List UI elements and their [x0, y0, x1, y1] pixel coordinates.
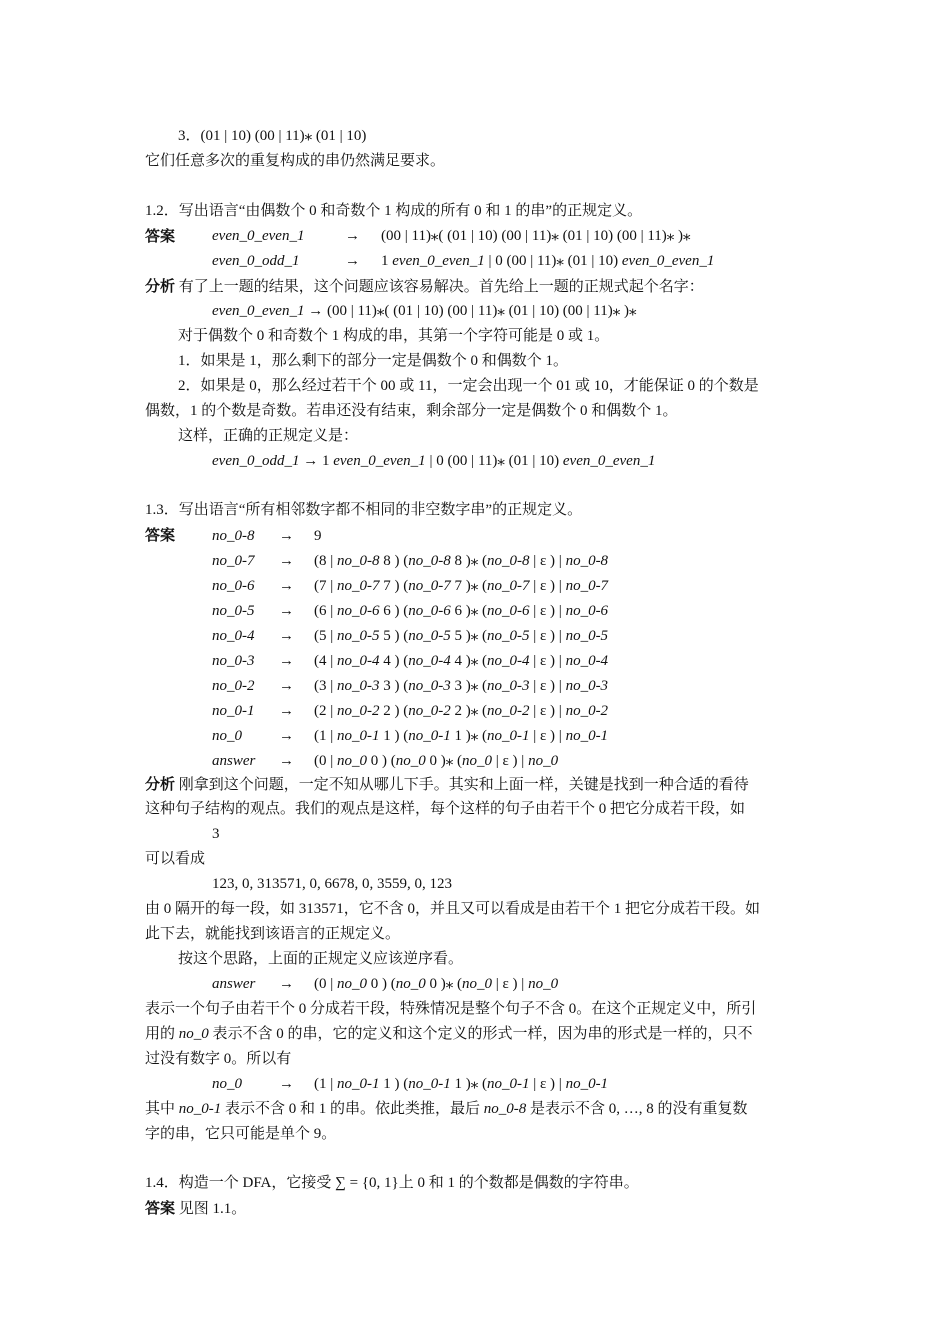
q13-answer-rule-repeat: answer → (0 | no_0 0 ) (no_0 0 )⁎ (no_0 | ε ) | no_0 — [212, 976, 559, 992]
q13-answer-label: 答案 — [145, 526, 176, 544]
q13-analysis-9: 表示一个句子由若干个 0 分成若干段，特殊情况是整个句子不含 0。在这个正规定义中，所引 — [145, 1001, 757, 1017]
answer-label: 答案 — [145, 227, 176, 245]
rule-name: no_0-2 — [212, 678, 255, 694]
rule-arrow: → — [279, 728, 294, 744]
rule-name: no_0-4 — [212, 628, 255, 644]
rule-name: no_0-3 — [212, 653, 255, 669]
def-rhs: 1 even_0_even_1 | 0 (00 | 11)⁎ (01 | 10) even_0_even_1 — [381, 253, 715, 269]
regular-definition-rule — [0, 701, 900, 721]
analysis-text: 有了上一题的结果，这个问题应该容易解决。首先给上一题的正规式起个名字： — [178, 279, 704, 295]
q13-analysis-2: 这种句子结构的观点。我们的观点是这样，每个这样的句子由若干个 0 把它分成若干段，如 — [145, 801, 746, 817]
q13-analysis-11: 过没有数字 0。所以有 — [145, 1051, 292, 1067]
rule-arrow: → — [279, 653, 294, 669]
rule-rhs: 9 — [314, 528, 322, 544]
q12-para-3b: 偶数，1 的个数是奇数。若串还没有结束，剩余部分一定是偶数个 0 和偶数个 1。 — [145, 403, 678, 419]
q12-answer-def1 — [145, 226, 845, 246]
rule-name: answer — [212, 753, 256, 769]
regular-definition-rule — [0, 576, 900, 596]
def-rhs: (00 | 11)⁎( (01 | 10) (00 | 11)⁎ (01 | 10) (00 | 11)⁎ )⁎ — [381, 228, 691, 244]
def-arrow: → — [345, 253, 360, 269]
q12-para-1: 对于偶数个 0 和奇数个 1 构成的串，其第一个字符可能是 0 或 1。 — [178, 328, 610, 344]
item-3-regex: 3．(01 | 10) (00 | 11)⁎ (01 | 10) — [178, 128, 367, 144]
rule-arrow: → — [279, 678, 294, 694]
rule-rhs: (7 | no_0-7 7 ) (no_0-7 7 )⁎ (no_0-7 | ε ) | no_0-7 — [314, 578, 609, 594]
q12-para-3a: 2．如果是 0，那么经过若干个 00 或 11，一定会出现一个 01 或 10，才能保证 0 的个数是 — [178, 378, 759, 394]
q13-title: 1.3．写出语言“所有相邻数字都不相同的非空数字串”的正规定义。 — [145, 502, 583, 518]
regular-definition-rule — [0, 751, 900, 771]
q13-analysis-4: 可以看成 — [145, 851, 206, 867]
rule-rhs: (3 | no_0-3 3 ) (no_0-3 3 )⁎ (no_0-3 | ε ) | no_0-3 — [314, 678, 609, 694]
rule-arrow: → — [279, 703, 294, 719]
rule-name: no_0 — [212, 728, 242, 744]
q13-example-digit: 3 — [212, 826, 220, 842]
q13-analysis-12: 其中 no_0-1 表示不含 0 和 1 的串。依此类推，最后 no_0-8 是表示不含 0, …, 8 的没有重复数 — [145, 1101, 748, 1117]
regular-definition-rule — [0, 626, 900, 646]
regular-definition-rule — [0, 601, 900, 621]
q13-analysis-7: 此下去，就能找到该语言的正规定义。 — [145, 926, 401, 942]
rule-arrow: → — [279, 628, 294, 644]
rule-rhs: (1 | no_0-1 1 ) (no_0-1 1 )⁎ (no_0-1 | ε ) | no_0-1 — [314, 728, 609, 744]
rule-rhs: (6 | no_0-6 6 ) (no_0-6 6 )⁎ (no_0-6 | ε ) | no_0-6 — [314, 603, 609, 619]
rule-rhs: (8 | no_0-8 8 ) (no_0-8 8 )⁎ (no_0-8 | ε ) | no_0-8 — [314, 553, 609, 569]
q12-def2 — [145, 251, 845, 271]
item-3-note: 它们任意多次的重复构成的串仍然满足要求。 — [145, 153, 446, 169]
regular-definition-rule — [0, 526, 900, 546]
q13-no0-rule-repeat: no_0 → (1 | no_0-1 1 ) (no_0-1 1 )⁎ (no_0-1 | ε ) | no_0-1 — [212, 1076, 609, 1092]
regular-definition-rule — [0, 551, 900, 571]
def-name: even_0_even_1 — [212, 228, 305, 244]
q12-analysis — [145, 276, 704, 297]
q13-analysis-13: 字的串，它只可能是单个 9。 — [145, 1126, 337, 1142]
regular-definition-rule — [0, 676, 900, 696]
rule-rhs: (0 | no_0 0 ) (no_0 0 )⁎ (no_0 | ε ) | no_0 — [314, 753, 559, 769]
analysis-label: 分析 — [145, 775, 176, 793]
q13-example-split: 123, 0, 313571, 0, 6678, 0, 3559, 0, 123 — [212, 876, 452, 892]
rule-arrow: → — [279, 753, 294, 769]
rule-arrow: → — [279, 553, 294, 569]
answer-label: 答案 — [145, 1199, 176, 1217]
rule-arrow: → — [279, 603, 294, 619]
analysis-label: 分析 — [145, 277, 176, 295]
q12-final-definition: even_0_odd_1 → 1 even_0_even_1 | 0 (00 | 11)⁎ (01 | 10) even_0_even_1 — [212, 453, 656, 469]
rule-rhs: (2 | no_0-2 2 ) (no_0-2 2 )⁎ (no_0-2 | ε ) | no_0-2 — [314, 703, 609, 719]
q12-title: 1.2．写出语言“由偶数个 0 和奇数个 1 构成的所有 0 和 1 的串”的正规定义。 — [145, 203, 643, 219]
q13-analysis-6: 由 0 隔开的每一段，如 313571，它不含 0，并且又可以看成是由若干个 1 把它分成若干段。如 — [145, 901, 761, 917]
rule-arrow: → — [279, 578, 294, 594]
q12-para-2: 1．如果是 1，那么剩下的部分一定是偶数个 0 和偶数个 1。 — [178, 353, 569, 369]
rule-name: no_0-1 — [212, 703, 255, 719]
q12-para-4: 这样，正确的正规定义是： — [178, 428, 359, 444]
def-arrow: → — [345, 228, 360, 244]
rule-name: no_0-8 — [212, 528, 255, 544]
q13-analysis-1: 分析 刚拿到这个问题，一定不知从哪儿下手。其实和上面一样，关键是找到一种合适的看待 — [145, 775, 749, 793]
regular-definition-rule — [0, 726, 900, 746]
q14-answer: 答案 见图 1.1。 — [145, 1199, 247, 1217]
q13-analysis-8: 按这个思路，上面的正规定义应该逆序看。 — [178, 951, 464, 967]
regular-definition-rule — [0, 651, 900, 671]
sigma-symbol: ∑ — [335, 1175, 346, 1191]
def-name: even_0_odd_1 — [212, 253, 300, 269]
q13-analysis-10: 用的 no_0 表示不含 0 的串，它的定义和这个定义的形式一样，因为串的形式是一样的，只不 — [145, 1026, 753, 1042]
rule-rhs: (4 | no_0-4 4 ) (no_0-4 4 )⁎ (no_0-4 | ε ) | no_0-4 — [314, 653, 609, 669]
q14-title: 1.4．构造一个 DFA，它接受 ∑ = {0, 1}上 0 和 1 的个数都是偶数的字符串。 — [145, 1175, 639, 1191]
rule-name: no_0-7 — [212, 553, 255, 569]
rule-name: no_0-5 — [212, 603, 255, 619]
rule-name: no_0-6 — [212, 578, 255, 594]
q12-named-regex: even_0_even_1 → (00 | 11)⁎( (01 | 10) (00 | 11)⁎ (01 | 10) (00 | 11)⁎ )⁎ — [212, 303, 637, 319]
rule-rhs: (5 | no_0-5 5 ) (no_0-5 5 )⁎ (no_0-5 | ε ) | no_0-5 — [314, 628, 609, 644]
rule-arrow: → — [279, 528, 294, 544]
